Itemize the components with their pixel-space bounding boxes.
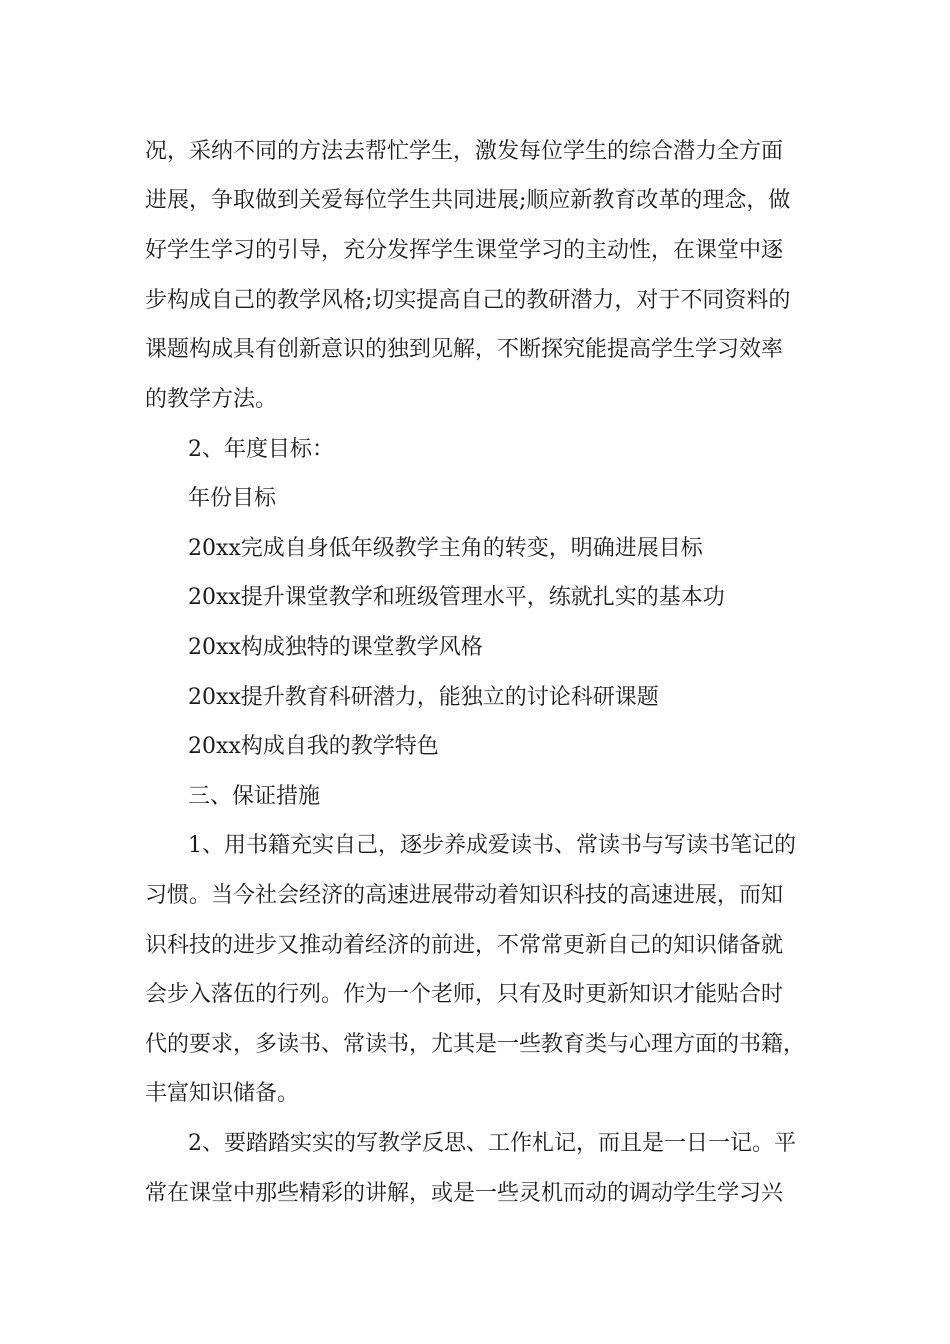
text-line: 常在课堂中那些精彩的讲解，或是一些灵机而动的调动学生学习兴 [145,1181,784,1206]
goal-item: 20xx构成独特的课堂教学风格 [188,635,483,660]
text-line: 况，采纳不同的方法去帮忙学生，激发每位学生的综合潜力全方面 [145,139,784,164]
table-header: 年份目标 [188,486,277,511]
text-line: 好学生学习的引导，充分发挥学生课堂学习的主动性，在课堂中逐 [145,238,784,263]
goal-item: 20xx完成自身低年级教学主角的转变，明确进展目标 [188,536,703,561]
text-line: 1、用书籍充实自己，逐步养成爱读书、常读书与写读书笔记的 [188,833,796,858]
goal-item: 20xx提升教育科研潜力，能独立的讨论科研课题 [188,685,659,710]
text-line: 习惯。当今社会经济的高速进展带动着知识科技的高速进展，而知 [145,883,784,908]
text-line: 会步入落伍的行列。作为一个老师，只有及时更新知识才能贴合时 [145,982,784,1007]
section-heading: 三、保证措施 [188,784,321,809]
section-heading: 2、年度目标： [188,437,334,462]
goal-item: 20xx构成自我的教学特色 [188,734,439,759]
text-line: 的教学方法。 [145,387,278,412]
text-line: 2、要踏踏实实的写教学反思、工作札记，而且是一日一记。平 [188,1131,796,1156]
text-line: 步构成自己的教学风格;切实提高自己的教研潜力，对于不同资料的 [145,288,791,313]
text-line: 进展，争取做到关爱每位学生共同进展;顺应新教育改革的理念，做 [145,188,791,213]
text-line: 课题构成具有创新意识的独到见解，不断探究能提高学生学习效率 [145,337,784,362]
goal-item: 20xx提升课堂教学和班级管理水平，练就扎实的基本功 [188,585,725,610]
text-line: 识科技的进步又推动着经济的前进，不常常更新自己的知识储备就 [145,933,784,958]
text-line: 代的要求，多读书、常读书，尤其是一些教育类与心理方面的书籍， [145,1032,806,1057]
text-line: 丰富知识储备。 [145,1081,300,1106]
